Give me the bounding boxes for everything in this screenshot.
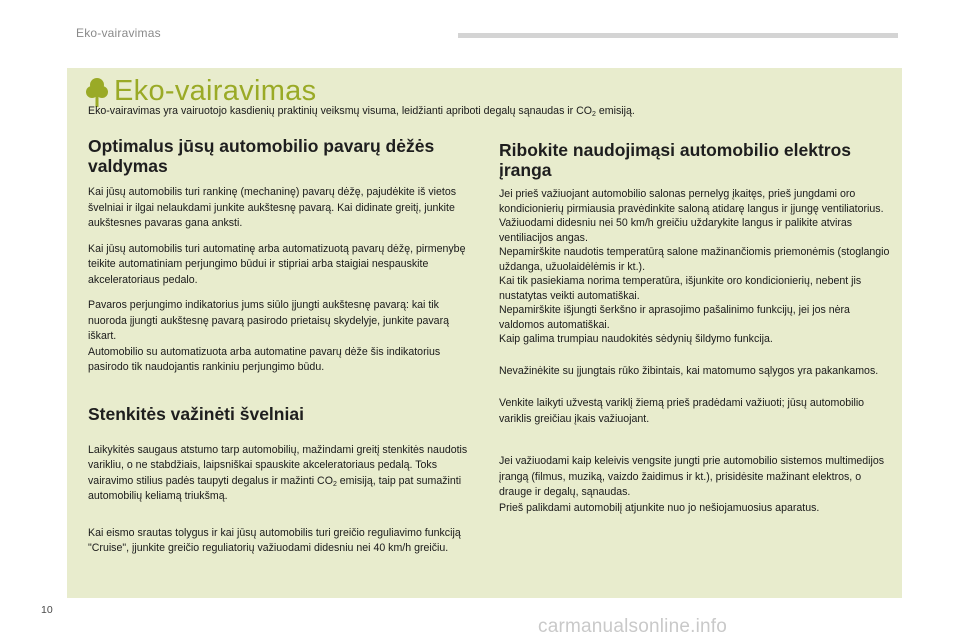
fog-lights-paragraph: Nevažinėkite su įjungtais rūko žibintais, kai matomumo sąlygos yra pakankamos. bbox=[499, 364, 879, 377]
safe-distance-text: Laikykitės saugaus atstumo tarp automobilių, mažindami greitį stenkitės naudotis varikliu, o ne stabdžiais, laipsniškai spauskite akceleratoriaus pedalą. Toks vairavimo stilius padės taupyti degalus ir mažinti CO bbox=[88, 443, 468, 487]
intro-text-end: emisiją. bbox=[595, 105, 635, 117]
engine-idle-paragraph: Venkite laikyti užvestą variklį žiemą prieš pradėdami važiuoti; jūsų automobilio variklis greičiau įkais važiuojant. bbox=[499, 397, 865, 425]
header-divider bbox=[458, 33, 898, 38]
air-conditioning-paragraph: Jei prieš važiuojant automobilio salonas pernelyg įkaitęs, prieš jungdami oro kondicionierių pirmiausia pravėdinkite saloną atidarę langus ir įjungę ventiliatorius. Važiuodami didesniu nei 50 km/h greičiu uždarykite langus ir palikite atviras ventiliacijos angas. Nepamirškite naudotis temperatūrą salone mažinančiomis priemonėmis (stoglangio uždanga, užuolaidėlėmis ir kt.). Kai tik pasiekiama norima temperatūra, išjunkite oro kondicionierių, nebent jis nustatytas veikti automatiškai. Nepamirškite išjungti šerkšno ir aprasojimo pašalinimo funkcijų, jei jos nėra valdomos automatiškai. Kaip galima trumpiau naudokitės sėdynių šildymo funkcija. bbox=[499, 188, 890, 345]
watermark: carmanualsonline.info bbox=[538, 616, 728, 637]
electrical-equipment-heading: Ribokite naudojimąsi automobilio elektros įranga bbox=[499, 140, 851, 180]
multimedia-paragraph: Jei važiuodami kaip keleivis vengsite jungti prie automobilio sistemos multimedijos įrangą (filmus, muziką, vaizdo žaidimus ir kt.), prisidėsite mažinant elektros, o drauge ir degalų, sąnaudas. Prieš palikdami automobilį atjunkite nuo jo nešiojamuosius aparatus. bbox=[499, 455, 885, 514]
safe-distance-text-end: emisiją, taip pat sumažinti automobilių keliamą triukšmą. bbox=[88, 474, 462, 502]
section-header bbox=[86, 74, 316, 108]
co2-subscript: 2 bbox=[332, 480, 337, 488]
gearbox-heading: Optimalus jūsų automobilio pavarų dėžės valdymas bbox=[88, 136, 435, 176]
right-column bbox=[499, 140, 894, 516]
section-title: Eko-vairavimas bbox=[114, 75, 317, 107]
intro-text bbox=[88, 104, 888, 122]
smooth-driving-heading: Stenkitės važinėti švelniai bbox=[88, 403, 304, 424]
automatic-gearbox-paragraph: Kai jūsų automobilis turi automatinę arba automatizuotą pavarų dėžę, pirmenybę teikite automatiniam perjungimo būdui ir stipriai arba staigiai nespauskite akceleratoriaus pedalo. bbox=[88, 242, 466, 286]
manual-gearbox-paragraph: Kai jūsų automobilis turi rankinę (mechaninę) pavarų dėžę, pajudėkite iš vietos švelniai ir ilgai nelaukdami junkite aukštesnę pavarą. Kai didinate greitį, junkite aukštesnes pavaras gana anksti. bbox=[88, 186, 457, 229]
intro-subscript: 2 bbox=[592, 111, 596, 118]
cruise-control-paragraph: Kai eismo srautas tolygus ir kai jūsų automobilis turi greičio reguliavimo funkciją "Cruise", įjunkite greičio reguliatorių važiuodami didesniu nei 40 km/h greičiu. bbox=[88, 526, 461, 554]
safe-distance-paragraph bbox=[88, 443, 478, 505]
page-header-title: Eko-vairavimas bbox=[76, 26, 161, 40]
page-number: 10 bbox=[41, 604, 53, 616]
gear-indicator-paragraph: Pavaros perjungimo indikatorius jums siūlo įjungti aukštesnę pavarą: kai tik nuoroda įjungti aukštesnę pavarą pasirodo prietaisų skydelyje, junkite pavarą iškart. Automobilio su automatizuota arba automatine pavarų dėže šis indikatorius pasirodo tik naudojantis rankiniu perjungimo būdu. bbox=[88, 299, 449, 373]
left-column bbox=[88, 136, 478, 557]
intro-text-part: Eko-vairavimas yra vairuotojo kasdienių praktinių veiksmų visuma, leidžianti apriboti degalų sąnaudas ir CO bbox=[88, 105, 593, 117]
